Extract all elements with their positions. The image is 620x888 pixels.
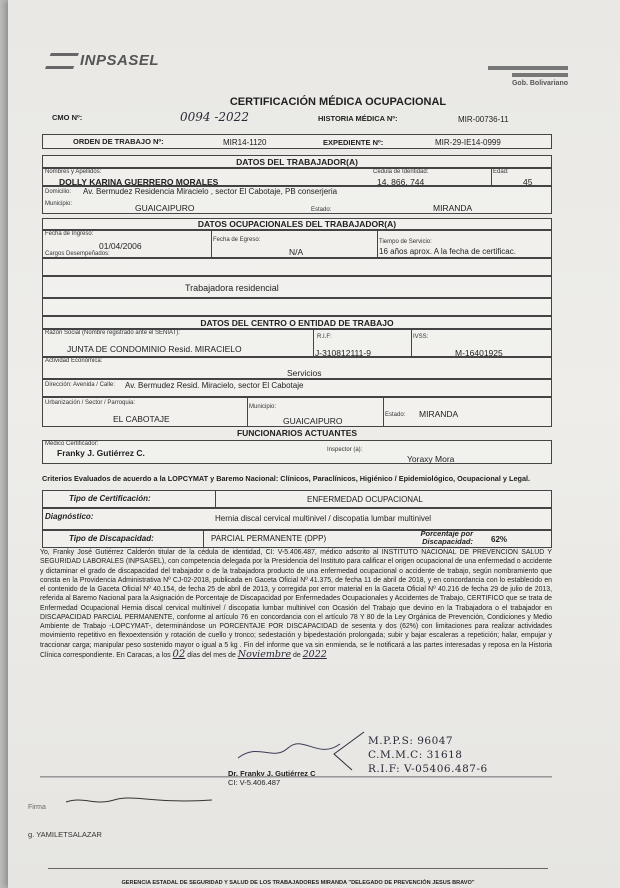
diagnostico-value: Hernia discal cervical multinivel / discopatia lumbar multinivel — [215, 514, 432, 523]
historia-label: HISTORIA MÉDICA Nº: — [318, 114, 398, 123]
centro-section-header — [42, 316, 552, 329]
discapacidad-row — [42, 530, 552, 548]
actividad-value: Servicios — [287, 368, 322, 378]
cargo-value: Trabajadora residencial — [185, 283, 279, 293]
razon-label: Razón Social (Nombre registrado ante el SENIAT): — [45, 330, 180, 336]
egreso-value: N/A — [289, 247, 304, 257]
certificacion-value: ENFERMEDAD OCUPACIONAL — [307, 495, 423, 504]
actividad-label: Actividad Económica: — [45, 358, 103, 364]
edad-label: Edad: — [493, 169, 509, 175]
centro-municipio-label: Municipio: — [249, 404, 277, 410]
discapacidad-value: PARCIAL PERMANENTE (DPP) — [211, 534, 327, 543]
cmo-label: CMO Nº: — [52, 113, 83, 122]
mes-label: mes de — [213, 651, 236, 659]
government-logo — [488, 66, 568, 94]
certificacion-label: Tipo de Certificación: — [69, 494, 151, 503]
estado-label: Estado: — [311, 207, 332, 213]
cmo-row — [42, 110, 552, 126]
stamp-rif: R.I.F: V-05406.487-6 — [368, 763, 488, 775]
actividad-row — [42, 357, 552, 379]
doctor-stamp — [368, 734, 488, 776]
government-logo-text: Gob. Bolivariano — [511, 80, 568, 87]
centro-section-title: DATOS DEL CENTRO O ENTIDAD DE TRABAJO — [200, 318, 394, 328]
razon-value: JUNTA DE CONDOMINIO Resid. MIRACIELO — [67, 344, 242, 354]
discapacidad-label: Tipo de Discapacidad: — [69, 534, 154, 543]
footer — [48, 868, 548, 888]
divider — [40, 776, 552, 778]
cargos-blank-row — [42, 258, 552, 276]
nombres-label: Nombres y Apellidos: — [45, 169, 102, 175]
diagnostico-row — [42, 508, 552, 530]
direccion-label: Dirección: Avenida / Calle: — [45, 382, 115, 388]
centro-estado-label: Estado: — [385, 412, 406, 418]
anio-value: 2022 — [302, 648, 327, 660]
direccion-value: Av. Bermudez Resid. Miracielo, sector El Cabotaje — [125, 381, 304, 390]
ivss-value: M-16401925 — [455, 348, 503, 358]
funcionarios-section-title: FUNCIONARIOS ACTUANTES — [236, 428, 358, 438]
receptor-block — [28, 796, 228, 839]
expediente-label: EXPEDIENTE Nº: — [323, 138, 384, 147]
cargos-blank-row-2 — [42, 298, 552, 316]
servicio-label: Tiempo de Servicio: — [379, 239, 432, 245]
servicio-value: 16 años aprox. A la fecha de certificac. — [379, 247, 516, 256]
dia-value: 02 — [172, 648, 186, 660]
nombres-value: DOLLY KARINA GUERRERO MORALES — [59, 177, 219, 187]
municipio-label: Municipio: — [45, 201, 73, 207]
centro-estado-value: MIRANDA — [419, 409, 459, 419]
funcionarios-row — [42, 440, 552, 464]
centro-municipio-value: GUAICAIPURO — [283, 416, 343, 426]
municipio-value: GUAICAIPURO — [135, 203, 195, 213]
trabajador-section-header — [42, 155, 552, 168]
logo-mark-icon — [45, 53, 79, 69]
ivss-label: IVSS: — [413, 334, 429, 340]
logo-text: INPSASEL — [80, 52, 160, 69]
expediente-value: MIR-29-IE14-0999 — [435, 138, 501, 147]
razon-row — [42, 329, 552, 357]
body-text: Yo, Franky José Gutiérrez Calderón titular de la cédula de identidad, CI: V-5.406.487, médico adscrito al INSTITUTO NACIONAL DE PREVENCIÓN SALUD Y SEGURIDAD LABORALES (INPSASEL), con competencia delegada por la Presidencia del Instituto para calificar el origen ocupacional de una enfermedad o accidente y dictaminar el grado de discapacidad del trabajador o de la trabajadora producto de una enfermedad ocupacional o accidente de trabajo, según nombramiento que consta en la Providencia Administrativa Nº CJ-02-2018, publicada en Gaceta Oficial Nº 41.375, de fecha 11 de abril de 2018, y en concordancia con lo establecido en el contenido de la Gaceta Oficial Nº 40.154, de fecha 25 de abril de 2013, y corregida por error material en la Gaceta Oficial Nº 40.216 de fecha 29 de julio de 2013, referida al Baremo Nacional para la Asignación de Porcentaje de Discapacidad por Enfermedades Ocupacionales y Accidentes de Trabajo, CERTIFICO que se trata de Enfermedad Ocupacional Hernia discal cervical multinivel / discopatia lumbar multinivel con Ocasión del Trabajo que devino en la Trabajadora o el trabajador en DISCAPACIDAD PARCIAL PERMANENTE, conforme al artículo 76 en concordancia con el artículo 78 Y 80 de la Ley Orgánica de Prevención, Condiciones y Medio Ambiente de Trabajo -LOPCYMAT-, determinándose un PORCENTAJE POR DISCAPACIDAD de sesenta y dos (62%) con limitaciones para realizar actividades movimiento repetitivo en flexoextensión y rotación de cuello y tronco; sedestación y bipedestación prolongada; subir y bajar escaleras a repetición; halar, empujar y traccionar carga; manipular peso sostenido mayor o igual a 5 kg . Fin del informe que va sin enmienda, se le notificará a las partes interesadas y reposa en la Historia Clínica correspondiente. En Caracas, a los — [40, 549, 552, 659]
ingreso-label: Fecha de Ingreso: — [45, 231, 94, 237]
porcentaje-label: Porcentaje por Discapacidad: — [420, 529, 473, 546]
criterios-text: Criterios Evaluados de acuerdo a la LOPCYMAT y Baremo Nacional: Clínicos, Paraclínicos, Higiénico / Epidemiológico, Ocupacional y Legal. — [42, 474, 531, 483]
footer-text: GERENCIA ESTADAL DE SEGURIDAD Y SALUD DE LOS TRABAJADORES MIRANDA "DELEGADO DE PREVENCIÓN JESUS BRAVO" — [121, 880, 475, 886]
orden-value: MIR14-1120 — [223, 138, 267, 147]
criterios-row — [42, 468, 552, 490]
rif-value: J-310812111-9 — [315, 348, 371, 358]
edad-value: 45 — [523, 177, 533, 187]
trabajador-section-title: DATOS DEL TRABAJADOR(A) — [236, 157, 358, 167]
receptor-firma-label: Firma — [28, 804, 46, 811]
cedula-label: Cédula de Identidad: — [373, 169, 429, 175]
egreso-label: Fecha de Egreso: — [213, 237, 261, 243]
dias-label: días del — [187, 651, 212, 659]
domicilio-label: Domicilio: — [45, 189, 72, 195]
cmo-value: 0094 -2022 — [180, 110, 249, 124]
certification-body — [40, 548, 552, 660]
mes-value: Noviembre — [237, 648, 292, 660]
fechas-row — [42, 230, 552, 258]
medico-label: Médico Certificador: — [45, 441, 99, 447]
ocupacionales-section-header — [42, 218, 552, 230]
stamp-mpps: M.P.P.S: 96047 — [368, 735, 454, 747]
medico-value: Franky J. Gutiérrez C. — [57, 448, 145, 458]
orden-row — [42, 134, 552, 149]
ocupacionales-section-title: DATOS OCUPACIONALES DEL TRABAJADOR(A) — [197, 219, 397, 229]
doctor-name: Dr. Franky J. Gutiérrez C — [228, 769, 316, 778]
domicilio-value: Av. Bermudez Residencia Miracielo , sector El Cabotaje, PB conserjeria — [83, 187, 338, 196]
cargo-row — [42, 276, 552, 298]
funcionarios-section-header — [42, 427, 552, 440]
diagnostico-label: Diagnóstico: — [45, 512, 94, 521]
doctor-ci: CI: V-5.406.487 — [228, 778, 281, 787]
trabajador-name-row — [42, 168, 552, 186]
historia-value: MIR-00736-11 — [458, 115, 509, 124]
stamp-cmmc: C.M.M.C: 31618 — [368, 749, 463, 761]
urbanizacion-value: EL CABOTAJE — [113, 414, 170, 424]
orden-label: ORDEN DE TRABAJO Nº: — [73, 137, 164, 146]
page-title: CERTIFICACIÓN MÉDICA OCUPACIONAL — [229, 96, 447, 108]
domicilio-row — [42, 186, 552, 214]
ingreso-value: 01/04/2006 — [99, 241, 142, 251]
inpsasel-logo — [48, 52, 159, 69]
porcentaje-value: 62% — [491, 535, 508, 544]
cedula-value: 14. 866. 744 — [377, 177, 425, 187]
receptor-signature-icon — [64, 794, 214, 808]
urbanizacion-row — [42, 397, 552, 427]
urbanizacion-label: Urbanización / Sector / Parroquia: — [45, 400, 136, 406]
cargos-label: Cargos Desempeñados: — [45, 251, 110, 257]
stamp-arrow-icon — [328, 726, 368, 776]
inspector-value: Yoraxy Mora — [407, 454, 455, 464]
rif-label: R.I.F: — [317, 334, 332, 340]
inspector-label: Inspector (a): — [327, 447, 363, 453]
estado-value: MIRANDA — [433, 203, 473, 213]
direccion-row — [42, 379, 552, 397]
de-label: de — [293, 651, 301, 659]
receptor-name: g. YAMILETSALAZAR — [28, 830, 102, 839]
document-page — [8, 0, 620, 888]
certificacion-row — [42, 490, 552, 508]
